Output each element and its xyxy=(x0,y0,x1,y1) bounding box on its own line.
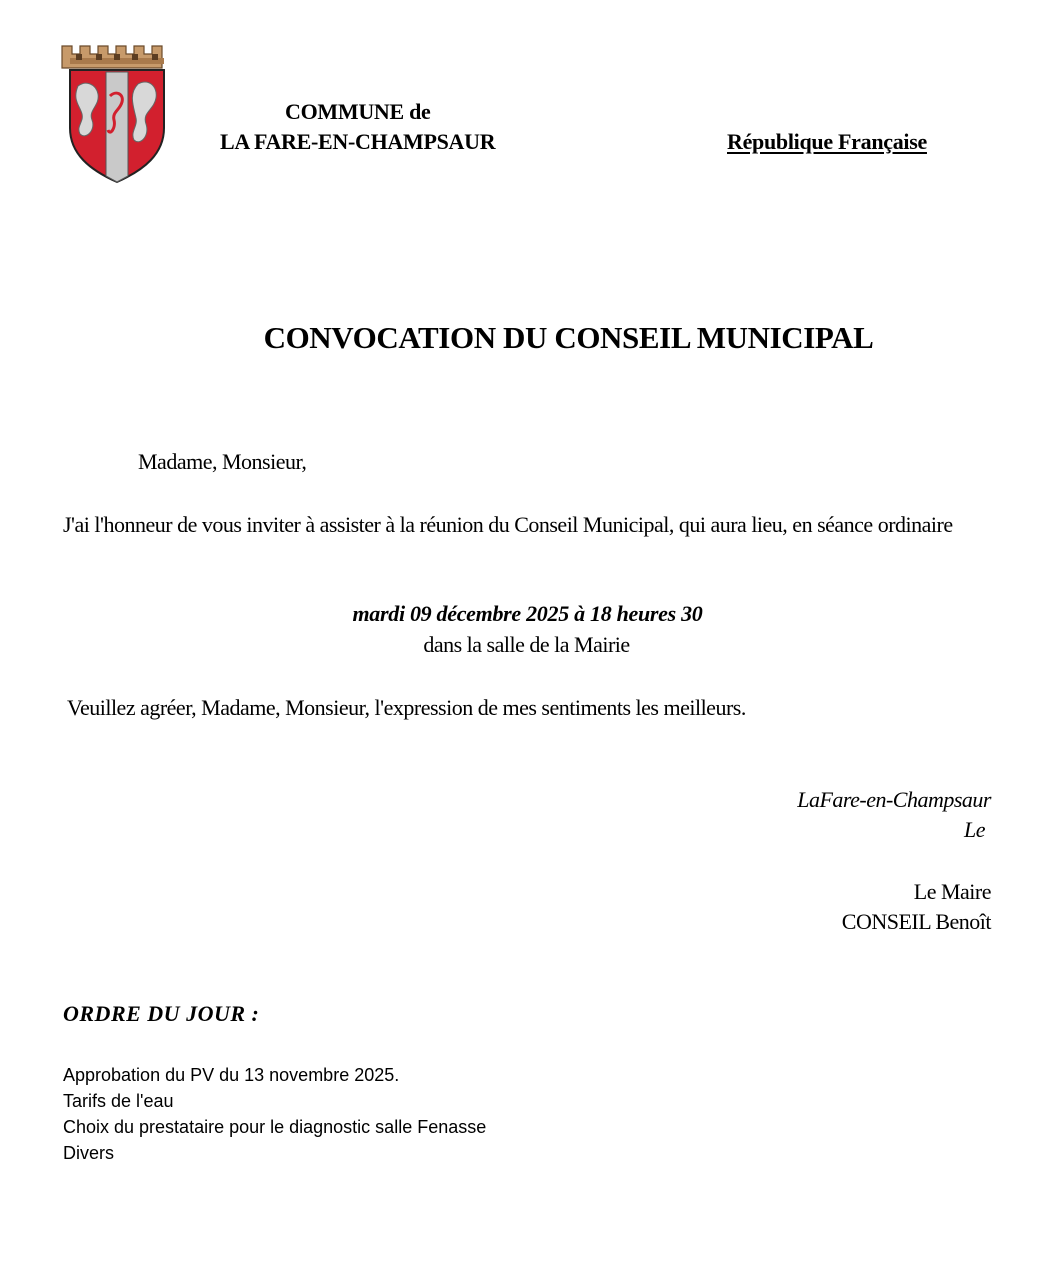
agenda-list xyxy=(63,1062,486,1166)
coat-of-arms-icon xyxy=(56,36,178,186)
salutation: Madame, Monsieur, xyxy=(138,449,307,474)
signature-date-label: Le xyxy=(964,817,985,842)
agenda-item: Tarifs de l'eau xyxy=(63,1091,174,1111)
agenda-item: Approbation du PV du 13 novembre 2025. xyxy=(63,1065,400,1085)
signatory-role: Le Maire xyxy=(913,879,991,904)
closing-formula: Veuillez agréer, Madame, Monsieur, l'expression de mes sentiments les meilleurs. xyxy=(67,695,746,720)
commune-name-line2: LA FARE-EN-CHAMPSAUR xyxy=(220,129,496,154)
signatory-name: CONSEIL Benoît xyxy=(841,909,991,934)
page-title: CONVOCATION DU CONSEIL MUNICIPAL xyxy=(263,320,874,355)
meeting-datetime: mardi 09 décembre 2025 à 18 heures 30 xyxy=(352,601,703,626)
signature-place: LaFare-en-Champsaur xyxy=(797,787,991,812)
republique-francaise-label: République Française xyxy=(727,129,927,154)
agenda-item: Choix du prestataire pour le diagnostic salle Fenasse xyxy=(63,1117,487,1137)
agenda-title: ORDRE DU JOUR : xyxy=(63,1001,260,1026)
meeting-place: dans la salle de la Mairie xyxy=(423,632,630,657)
agenda-item: Divers xyxy=(63,1143,115,1163)
commune-name-line1: COMMUNE de xyxy=(285,99,431,124)
intro-paragraph: J'ai l'honneur de vous inviter à assister à la réunion du Conseil Municipal, qui aura lieu, en séance ordinaire xyxy=(63,512,953,537)
